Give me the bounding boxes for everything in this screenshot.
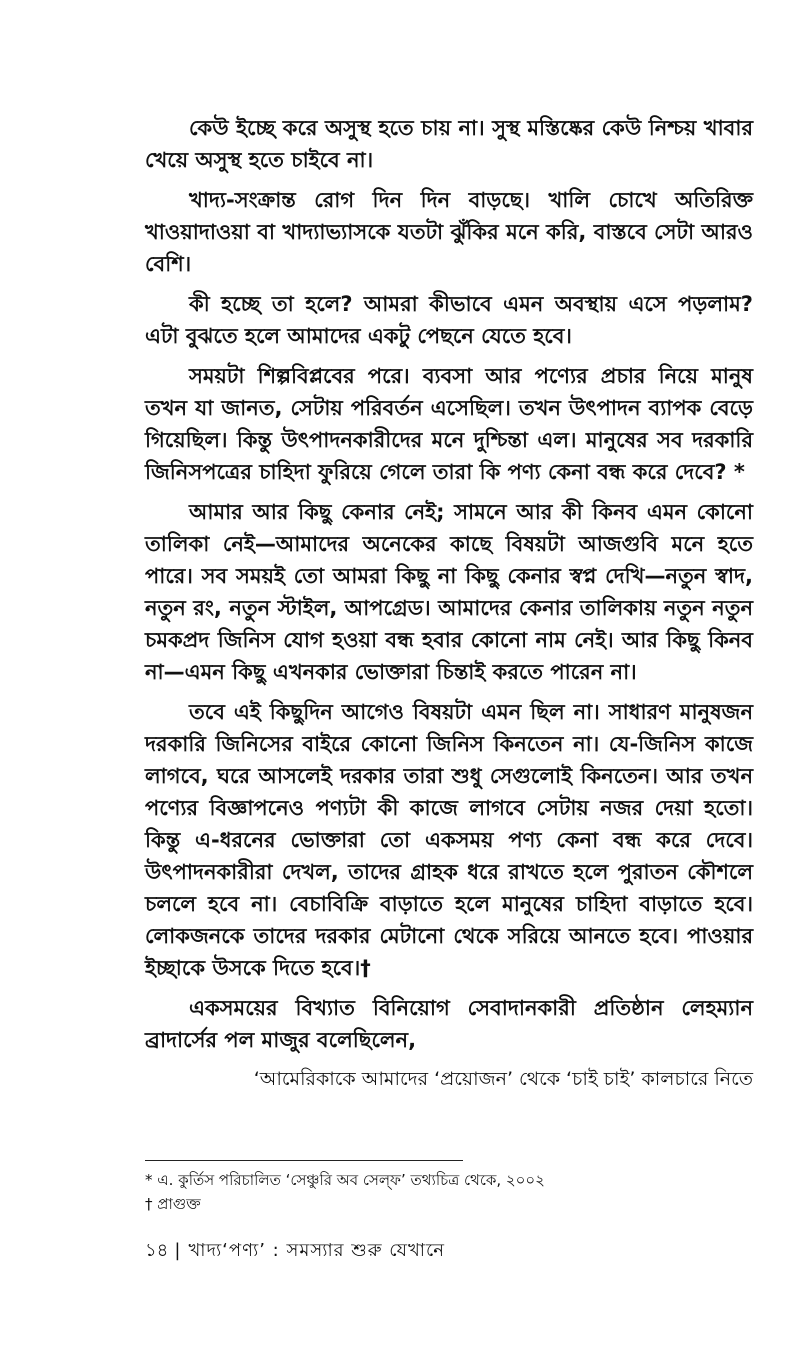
footnote-1: * এ. কুর্তিস পরিচালিত ‘সেঞ্চুরি অব সেল্‌ফ’ তথ্যচিত্র থেকে, ২০০২ (145, 1171, 545, 1189)
footer-separator: | (174, 1240, 181, 1261)
body-paragraph-7: একসময়ের বিখ্যাত বিনিয়োগ সেবাদানকারী প্রতিষ্ঠান লেহম্যান ব্রাদার্সের পল মাজুর বলেছিলেন, (145, 996, 753, 1052)
body-paragraph-6: তবে এই কিছুদিন আগেও বিষয়টা এমন ছিল না। সাধারণ মানুষজন দরকারি জিনিসের বাইরে কোনো জিনিস কিনতেন না। যে-জিনিস কাজে লাগবে, ঘরে আসলেই দরকার তারা শুধু সেগুলোই কিনতেন। আর তখন পণ্যের বিজ্ঞাপনেও পণ্যটা কী কাজে লাগবে সেটায় নজর দেয়া হতো। কিন্তু এ-ধরনের ভোক্তারা তো একসময় পণ্য কেনা বন্ধ করে দেবে। উৎপাদনকারীরা দেখল, তাদের গ্রাহক ধরে রাখতে হলে পুরাতন কৌশলে চললে হবে না। বেচাবিক্রি বাড়াতে হলে মানুষের চাহিদা বাড়াতে হবে। লোকজনকে তাদের দরকার মেটানো থেকে সরিয়ে আনতে হবে। পাওয়ার ইচ্ছাকে উসকে দিতে হবে।† (145, 700, 753, 980)
body-paragraph-5: আমার আর কিছু কেনার নেই; সামনে আর কী কিনব এমন কোনো তালিকা নেই—আমাদের অনেকের কাছে বিষয়টা আজগুবি মনে হতে পারে। সব সময়ই তো আমরা কিছু না কিছু কেনার স্বপ্ন দেখি—নতুন স্বাদ, নতুন রং, নতুন স্টাইল, আপগ্রেড। আমাদের কেনার তালিকায় নতুন নতুন চমকপ্রদ জিনিস যোগ হওয়া বন্ধ হবার কোনো নাম নেই। আর কিছু কিনব না—এমন কিছু এখনকার ভোক্তারা চিন্তাই করতে পারেন না। (145, 500, 753, 684)
body-paragraph-4: সময়টা শিল্পবিপ্লবের পরে। ব্যবসা আর পণ্যের প্রচার নিয়ে মানুষ তখন যা জানত, সেটায় পরিবর্তন এসেছিল। তখন উৎপাদন ব্যাপক বেড়ে গিয়েছিল। কিন্তু উৎপাদনকারীদের মনে দুশ্চিন্তা এল। মানুষের সব দরকারি জিনিসপত্রের চাহিদা ফুরিয়ে গেলে তারা কি পণ্য কেনা বন্ধ করে দেবে? * (145, 364, 753, 484)
footnote-divider (145, 1160, 463, 1161)
page-number: ১৪ (145, 1240, 169, 1261)
body-paragraph-2: খাদ্য-সংক্রান্ত রোগ দিন দিন বাড়ছে। খালি চোখে অতিরিক্ত খাওয়াদাওয়া বা খাদ্যাভ্যাসকে যতটা ঝুঁকির মনে করি, বাস্তবে সেটা আরও বেশি। (145, 188, 753, 276)
footnotes (145, 1168, 753, 1216)
page-body (145, 112, 753, 1094)
block-quote: ‘আমেরিকাকে আমাদের ‘প্রয়োজন’ থেকে ‘চাই চাই’ কালচারে নিতে (253, 1068, 753, 1090)
body-paragraph-1: কেউ ইচ্ছে করে অসুস্থ হতে চায় না। সুস্থ মস্তিষ্কের কেউ নিশ্চয় খাবার খেয়ে অসুস্থ হতে চাইবে না। (145, 116, 753, 172)
page-footer (145, 1238, 445, 1264)
body-paragraph-3: কী হচ্ছে তা হলে? আমরা কীভাবে এমন অবস্থায় এসে পড়লাম? এটা বুঝতে হলে আমাদের একটু পেছনে যেতে হবে। (145, 292, 753, 348)
footnote-2: † প্রাগুক্ত (145, 1195, 201, 1213)
running-title: খাদ্য‘পণ্য’ : সমস্যার শুরু যেখানে (188, 1240, 445, 1261)
